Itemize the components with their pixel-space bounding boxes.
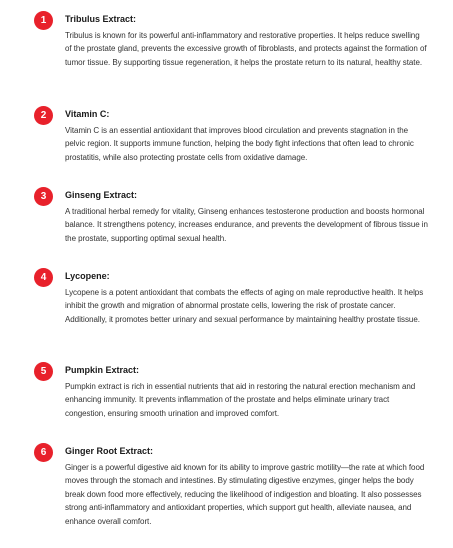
ingredient-title: Vitamin C: <box>65 109 110 119</box>
ingredient-title: Pumpkin Extract: <box>65 365 140 375</box>
ingredient-title: Tribulus Extract: <box>65 14 137 24</box>
number-badge: 5 <box>34 362 53 381</box>
ingredient-title: Ginseng Extract: <box>65 190 138 200</box>
ingredient-title: Lycopene: <box>65 271 110 281</box>
ingredient-content <box>65 108 428 164</box>
ingredient-description: Lycopene is a potent antioxidant that combats the effects of aging on male reproductive health. It helps inhibit the growth and migration of abnormal prostate cells, lowering the risk of prostate cancer. Additionally, it promotes better urinary and sexual performance by maintaining healthy prostate tissue. <box>65 288 424 324</box>
number-badge: 3 <box>34 187 53 206</box>
ingredient-title: Ginger Root Extract: <box>65 446 154 456</box>
ingredient-description: Tribulus is known for its powerful anti-inflammatory and restorative properties. It helps reduce swelling of the prostate gland, prevents the excessive growth of fibroblasts, and protects against the formation of tumor tissue. By supporting tissue regeneration, it helps the prostate return to its natural, healthy state. <box>65 31 427 67</box>
number-badge: 2 <box>34 106 53 125</box>
ingredient-description: Ginger is a powerful digestive aid known for its ability to improve gastric motility—the rate at which food moves through the stomach and intestines. By stimulating digestive enzymes, ginger helps the body break down food more effectively, reducing the likelihood of indigestion and bloating. It also possesses strong anti-inflammatory and antioxidant properties, which support gut health, alleviate nausea, and enhance overall comfort. <box>65 463 425 526</box>
ingredient-content <box>65 270 428 326</box>
ingredient-content <box>65 189 428 245</box>
ingredient-content <box>65 13 428 69</box>
ingredient-content <box>65 364 428 420</box>
number-badge: 6 <box>34 443 53 462</box>
ingredient-description: Pumpkin extract is rich in essential nutrients that aid in restoring the natural erection mechanism and enhancing immunity. It prevents inflammation of the prostate and helps eliminate urinary tract congestion, ensuring smooth urination and improved comfort. <box>65 382 416 418</box>
number-badge: 4 <box>34 268 53 287</box>
ingredient-description: Vitamin C is an essential antioxidant that improves blood circulation and prevents stagnation in the pelvic region. It supports immune function, helping the body fight infections that often lead to chronic prostatitis, while also protecting prostate cells from oxidative damage. <box>65 126 414 162</box>
ingredient-content <box>65 445 428 528</box>
number-badge: 1 <box>34 11 53 30</box>
ingredient-description: A traditional herbal remedy for vitality, Ginseng enhances testosterone production and boosts hormonal balance. It strengthens potency, increases endurance, and prevents the development of fibrous tissue in the prostate, supporting optimal sexual health. <box>65 207 428 243</box>
